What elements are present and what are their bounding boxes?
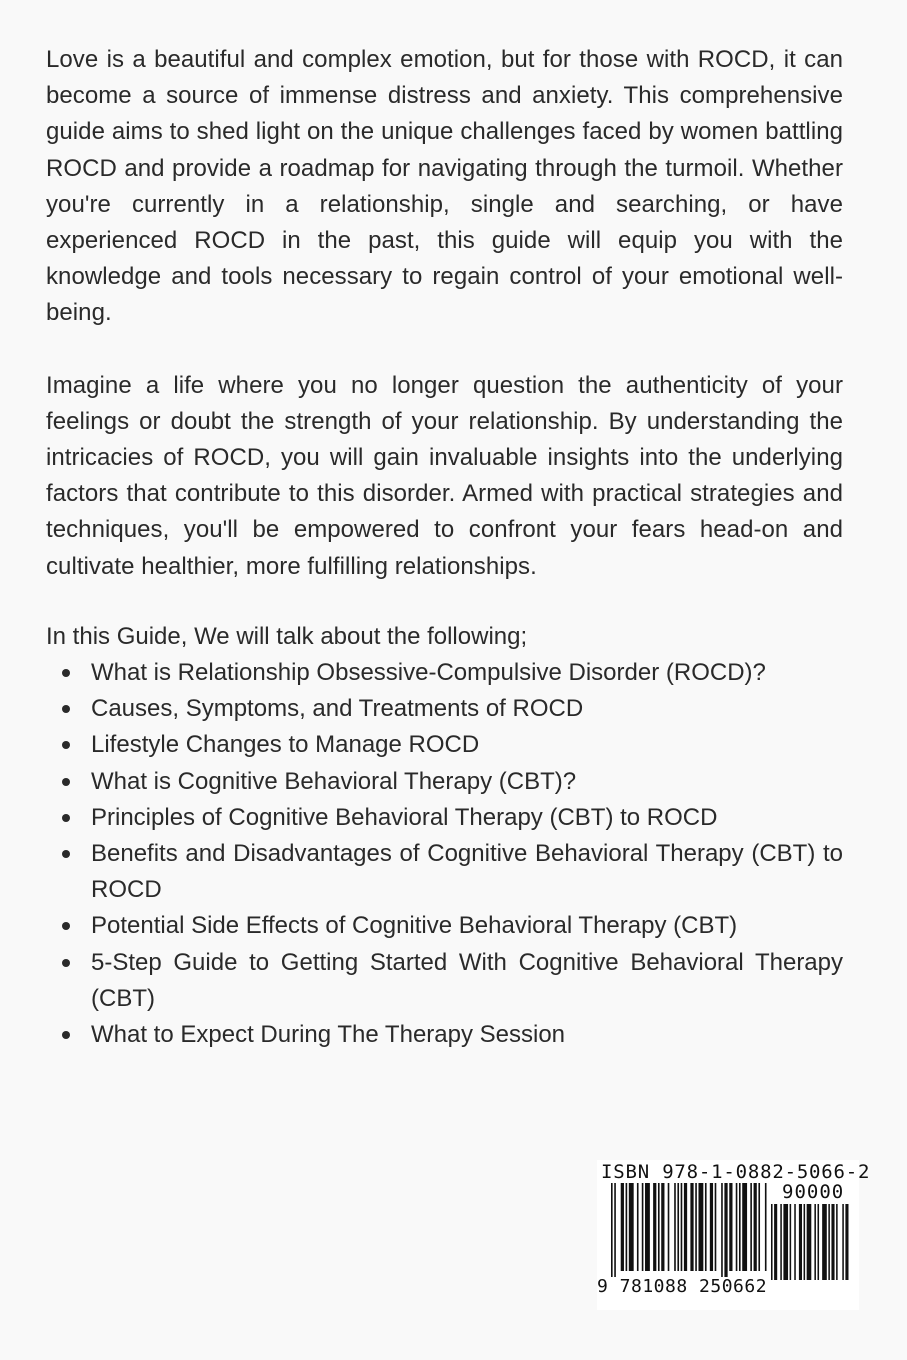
bullet-icon [62, 922, 70, 930]
bullet-icon [62, 778, 70, 786]
barcode-bar [705, 1183, 707, 1271]
barcode-bar [614, 1183, 616, 1277]
barcode-bar [780, 1204, 782, 1280]
barcode-bar [771, 1204, 773, 1280]
barcode-bar [661, 1183, 664, 1271]
barcode-bar [774, 1204, 777, 1280]
barcode-bar [845, 1204, 848, 1280]
list-item-text: Causes, Symptoms, and Treatments of ROCD [91, 695, 584, 723]
barcode-bar [814, 1204, 816, 1280]
barcode-bar [653, 1183, 656, 1271]
ean-digits: 9 781088 250662 [597, 1276, 768, 1297]
list-item-text: What is Cognitive Behavioral Therapy (CBT)? [91, 767, 577, 795]
bullet-icon [62, 959, 70, 967]
description-paragraph-2: Imagine a life where you no longer question the authenticity of your feelings or doubt the strength of your relationship. By understanding the intricacies of ROCD, you will gain invaluable insights into the underlying factors that contribute to this disorder. Armed with practical strategies and techniques, you'll be empowered to confront your fears head-on and cultivate healthier, more fulfilling relationships. [46, 371, 843, 580]
bullet-icon [62, 669, 70, 677]
list-item-text: What is Relationship Obsessive-Compulsive Disorder (ROCD)? [91, 659, 766, 687]
bullet-icon [62, 741, 70, 749]
barcode-bar [758, 1183, 760, 1271]
barcode-bar [658, 1183, 660, 1271]
barcode-bar [629, 1183, 634, 1271]
barcode-bar [739, 1183, 741, 1271]
barcode-bar [822, 1204, 827, 1280]
barcode-bar [750, 1183, 752, 1271]
barcode-bar [684, 1183, 687, 1271]
ean-barcode-bars [611, 1183, 767, 1279]
barcode-bar [642, 1183, 644, 1271]
addon-barcode-bars [771, 1204, 853, 1280]
bullet-icon [62, 814, 70, 822]
bullet-icon [62, 705, 70, 713]
barcode-bar [626, 1183, 628, 1271]
barcode-bar [765, 1183, 767, 1271]
barcode-bar [742, 1183, 747, 1271]
barcode-bar [690, 1183, 693, 1271]
list-item-text: What to Expect During The Therapy Session [91, 1021, 566, 1049]
barcode-bar [674, 1183, 676, 1271]
barcode-bar [842, 1204, 844, 1280]
barcode-bar [721, 1183, 723, 1277]
list-item [46, 800, 843, 836]
barcode-bar [807, 1204, 812, 1280]
barcode-bar [831, 1204, 834, 1280]
barcode-bar [729, 1183, 732, 1271]
barcode-bar [736, 1183, 738, 1271]
barcode-bar [794, 1204, 796, 1280]
barcode-bar [681, 1183, 683, 1271]
isbn-label: ISBN 978-1-0882-5066-2 [601, 1161, 871, 1183]
barcode-bar [836, 1204, 838, 1280]
list-item-text: 5-Step Guide to Getting Started With Cognitive Behavioral Therapy (CBT) [91, 948, 843, 1012]
barcode-bar [710, 1183, 713, 1271]
bullet-icon [62, 1031, 70, 1039]
list-item [46, 1017, 843, 1053]
barcode-bar [790, 1204, 792, 1280]
list-item-text: Lifestyle Changes to Manage ROCD [91, 731, 480, 759]
bullet-icon [62, 850, 70, 858]
topics-list [46, 655, 843, 1053]
barcode-bar [611, 1183, 613, 1277]
back-cover-text [46, 42, 843, 1053]
isbn-barcode [597, 1160, 871, 1310]
list-item [46, 764, 843, 800]
list-item-text: Benefits and Disadvantages of Cognitive Behavioral Therapy (CBT) to ROCD [91, 840, 843, 904]
list-item [46, 836, 843, 908]
barcode-bar [668, 1183, 670, 1271]
list-item-text: Potential Side Effects of Cognitive Behavioral Therapy (CBT) [91, 912, 738, 940]
barcode-bar [695, 1183, 697, 1271]
list-item [46, 908, 843, 944]
barcode-bar [799, 1204, 802, 1280]
description-paragraph-1: Love is a beautiful and complex emotion, but for those with ROCD, it can become a source of immense distress and anxiety. This comprehensive guide aims to shed light on the unique challenges faced by women battling ROCD and provide a roadmap for navigating through the turmoil. Whether you're currently in a relationship, single and searching, or have experienced ROCD in the past, this guide will equip you with the knowledge and tools necessary to regain control of your emotional well-being. [46, 46, 843, 327]
barcode-bar [783, 1204, 788, 1280]
barcode-bar [715, 1183, 717, 1271]
barcode-bar [724, 1183, 727, 1277]
barcode-bar [698, 1183, 703, 1271]
list-item [46, 945, 843, 1017]
barcode-bar [828, 1204, 830, 1280]
price-code: 90000 [782, 1181, 845, 1203]
barcode-bar [754, 1183, 757, 1271]
barcode-bar [637, 1183, 639, 1271]
barcode-bar [645, 1183, 650, 1271]
list-item [46, 691, 843, 727]
barcode-bar [621, 1183, 624, 1271]
list-item [46, 727, 843, 763]
barcode-bar [818, 1204, 820, 1280]
topics-intro: In this Guide, We will talk about the following; [46, 622, 528, 650]
list-item-text: Principles of Cognitive Behavioral Therapy (CBT) to ROCD [91, 803, 718, 831]
barcode-bar [804, 1204, 806, 1280]
barcode-bar [677, 1183, 679, 1271]
list-item [46, 655, 843, 691]
